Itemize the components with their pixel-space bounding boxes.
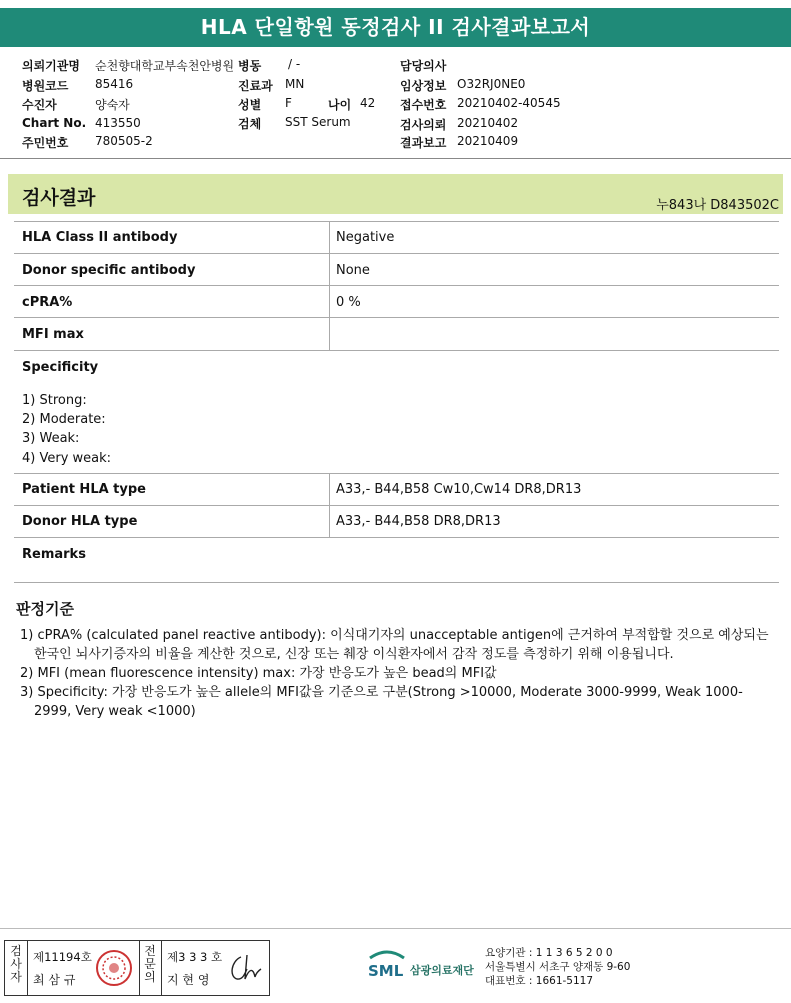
header-report-label: 결과보고 [400, 136, 447, 150]
specificity-item: 1) Strong: [22, 393, 87, 408]
row-label: Donor specific antibody [22, 263, 196, 278]
sig-separator [27, 941, 28, 995]
row-label: cPRA% [22, 295, 73, 310]
header-request-label: 검사의뢰 [400, 118, 447, 132]
row-value: A33,- B44,B58 Cw10,Cw14 DR8,DR13 [336, 482, 582, 497]
remarks-row [14, 538, 779, 583]
header-hospital-value: 순천향대학교부속천안병원 [95, 59, 235, 73]
reviewer-number: 제3 3 3 호 [167, 950, 223, 964]
row-label: HLA Class II antibody [22, 230, 178, 245]
header-patient-label: 수진자 [22, 98, 57, 112]
examiner-number: 제11194호 [33, 950, 92, 964]
criteria-title: 판정기준 [16, 600, 74, 618]
header-rrn-label: 주민번호 [22, 136, 69, 150]
examiner-name: 최 삼 규 [33, 973, 76, 987]
table-row [14, 254, 779, 286]
sml-logo-icon [366, 948, 408, 982]
results-title: 검사결과 [22, 187, 96, 209]
row-divider [329, 286, 330, 317]
table-row [14, 506, 779, 538]
results-header [8, 174, 783, 214]
table-row [14, 286, 779, 318]
header-clinical-value: O32RJ0NE0 [457, 77, 526, 91]
header-hospital-label: 의뢰기관명 [22, 59, 80, 73]
header-report-value: 20210409 [457, 134, 519, 148]
row-label: Patient HLA type [22, 482, 146, 497]
header-sex-value: F [285, 96, 292, 110]
header-specimen-value: SST Serum [285, 115, 351, 129]
header-rrn-value: 780505-2 [95, 134, 153, 148]
header-age-value: 42 [360, 96, 376, 110]
header-receipt-value: 20210402-40545 [457, 96, 561, 110]
criteria-item: 1) cPRA% (calculated panel reactive antibody): 이식대기자의 unacceptable antigen에 근거하여 부적합할 것으로 예상되는 한국인 뇌사기증자의 비율을 계산한 것으로, 신장 또는 췌장 이식환자에서 감작 정도를 측정하기 위해 이용됩니다. [20, 628, 769, 662]
table-row [14, 222, 779, 254]
reviewer-label: 전 문 의 [144, 944, 156, 984]
remarks-label: Remarks [22, 547, 86, 562]
results-code: 누843나 D843502C [656, 198, 779, 213]
specificity-block [14, 351, 779, 474]
signature-icon [227, 951, 265, 985]
footer-divider [0, 928, 791, 929]
row-value: A33,- B44,B58 DR8,DR13 [336, 514, 501, 529]
header-chart-label: Chart No. [22, 116, 87, 130]
header-receipt-label: 접수번호 [400, 98, 447, 112]
header-divider [0, 158, 791, 159]
header-dept-label: 진료과 [238, 79, 273, 93]
signature-box [4, 940, 270, 996]
org-name: 삼광의료재단 [410, 964, 474, 977]
table-row [14, 474, 779, 506]
header-dept-value: MN [285, 77, 305, 91]
criteria-list [20, 626, 772, 721]
header-ward-label: 병동 [238, 59, 262, 73]
org-info [485, 946, 630, 988]
header-specimen-label: 검체 [238, 117, 262, 131]
row-label: MFI max [22, 327, 84, 342]
specificity-item: 2) Moderate: [22, 412, 106, 427]
row-value: None [336, 263, 370, 278]
specificity-item: 3) Weak: [22, 431, 80, 446]
row-divider [329, 474, 330, 505]
header-clinical-label: 임상정보 [400, 79, 447, 93]
org-info-line: 대표번호 : 1661-5117 [485, 975, 594, 987]
header-age-label: 나이 [328, 98, 352, 112]
org-info-line: 요양기관 : 1 1 3 6 5 2 0 0 [485, 947, 613, 959]
header-request-value: 20210402 [457, 116, 519, 130]
header-ward-value: / - [288, 57, 301, 71]
criteria-item: 3) Specificity: 가장 반응도가 높은 allele의 MFI값을 기준으로 구분(Strong >10000, Moderate 3000-9999, Weak 1000-2999, Very weak <1000) [20, 685, 743, 719]
sig-separator [139, 941, 140, 995]
header-patient-value: 양숙자 [95, 98, 130, 112]
header-chart-value: 413550 [95, 116, 141, 130]
criteria-item: 2) MFI (mean fluorescence intensity) max: 가장 반응도가 높은 bead의 MFI값 [20, 666, 497, 681]
row-divider [329, 506, 330, 537]
examiner-label: 검 사 자 [10, 944, 22, 984]
row-divider [329, 254, 330, 285]
seal-icon [95, 949, 133, 987]
row-divider [329, 222, 330, 253]
table-row [14, 318, 779, 351]
header-hospcode-value: 85416 [95, 77, 134, 91]
org-info-line: 서울특별시 서초구 양재동 9-60 [485, 961, 631, 973]
header-sex-label: 성별 [238, 98, 262, 112]
report-title: HLA 단일항원 동정검사 II 검사결과보고서 [0, 8, 791, 47]
row-value: Negative [336, 230, 395, 245]
row-divider [329, 318, 330, 350]
specificity-label: Specificity [22, 360, 99, 375]
row-value: 0 % [336, 295, 361, 310]
header-doctor-label: 담당의사 [400, 59, 447, 73]
specificity-item: 4) Very weak: [22, 451, 112, 466]
row-label: Donor HLA type [22, 514, 138, 529]
header-hospcode-label: 병원코드 [22, 79, 69, 93]
svg-text:SML: SML [368, 962, 404, 980]
reviewer-name: 지 현 영 [167, 973, 210, 987]
sig-separator [161, 941, 162, 995]
